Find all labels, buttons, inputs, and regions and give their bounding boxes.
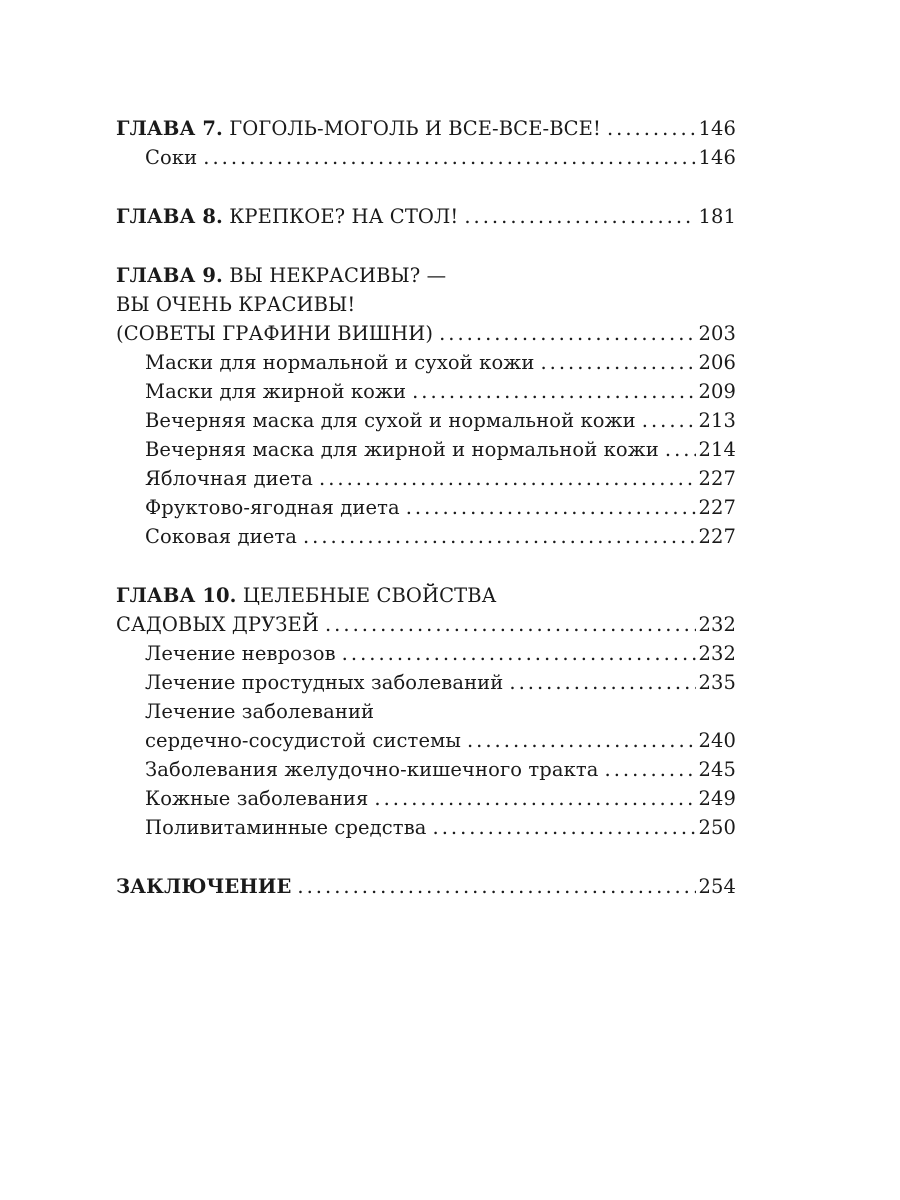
chapter-7-page: 146 <box>698 117 736 140</box>
toc-chapter-9-line-3 <box>116 319 736 348</box>
chapter-9-page: 203 <box>698 322 736 345</box>
dot-leader <box>607 114 697 143</box>
chapter-10-prefix: ГЛАВА 10. <box>116 584 237 607</box>
chapter-9-title-line-2: ВЫ ОЧЕНЬ КРАСИВЫ! <box>116 293 356 316</box>
dot-leader <box>467 726 697 755</box>
item-title: Лечение неврозов <box>145 642 336 665</box>
toc-item <box>116 639 736 668</box>
chapter-7-prefix: ГЛАВА 7. <box>116 117 223 140</box>
toc-item <box>116 348 736 377</box>
toc-item <box>116 377 736 406</box>
dot-leader <box>540 348 696 377</box>
toc-item-continued <box>116 697 736 726</box>
dot-leader <box>325 610 696 639</box>
item-page: 206 <box>698 351 736 374</box>
item-title: Кожные заболевания <box>145 787 369 810</box>
item-page: 240 <box>698 729 736 752</box>
item-title: Вечерняя маска для жирной и нормальной кожи <box>145 438 659 461</box>
conclusion-title: ЗАКЛЮЧЕНИЕ <box>116 875 292 898</box>
dot-leader <box>406 493 697 522</box>
chapter-9-title-line-1: ВЫ НЕКРАСИВЫ? — <box>222 264 447 287</box>
item-page: 146 <box>698 146 736 169</box>
toc-chapter-8 <box>116 202 736 231</box>
item-page: 214 <box>698 438 736 461</box>
item-title: сердечно-сосудистой системы <box>145 729 461 752</box>
chapter-10-page: 232 <box>698 613 736 636</box>
toc-conclusion <box>116 872 736 901</box>
dot-leader <box>665 435 697 464</box>
item-title: Лечение заболеваний <box>145 700 375 723</box>
toc-chapter-9-line-1 <box>116 261 736 290</box>
chapter-9-prefix: ГЛАВА 9. <box>116 264 223 287</box>
dot-leader <box>642 406 697 435</box>
toc-item <box>116 493 736 522</box>
dot-leader <box>203 143 696 172</box>
dot-leader <box>509 668 696 697</box>
chapter-9-title-line-3: (СОВЕТЫ ГРАФИНИ ВИШНИ) <box>116 322 434 345</box>
chapter-8-page: 181 <box>698 205 736 228</box>
conclusion-page: 254 <box>698 875 736 898</box>
dot-leader <box>297 872 696 901</box>
item-page: 232 <box>698 642 736 665</box>
dot-leader <box>342 639 697 668</box>
item-title: Вечерняя маска для сухой и нормальной кожи <box>145 409 636 432</box>
item-page: 227 <box>698 525 736 548</box>
item-title: Маски для нормальной и сухой кожи <box>145 351 535 374</box>
dot-leader <box>439 319 696 348</box>
item-title: Фруктово-ягодная диета <box>145 496 400 519</box>
dot-leader <box>464 202 696 231</box>
toc-item <box>116 784 736 813</box>
toc-chapter-10-line-2 <box>116 610 736 639</box>
toc-chapter-9-line-2 <box>116 290 736 319</box>
chapter-8-title: КРЕПКОЕ? НА СТОЛ! <box>222 205 459 228</box>
item-page: 209 <box>698 380 736 403</box>
chapter-8-prefix: ГЛАВА 8. <box>116 205 223 228</box>
dot-leader <box>303 522 697 551</box>
item-title: Соковая диета <box>145 525 297 548</box>
dot-leader <box>374 784 696 813</box>
item-title: Маски для жирной кожи <box>145 380 407 403</box>
item-page: 213 <box>698 409 736 432</box>
dot-leader <box>605 755 697 784</box>
item-title: Поливитаминные средства <box>145 816 427 839</box>
toc-item <box>116 813 736 842</box>
item-page: 227 <box>698 467 736 490</box>
item-title: Соки <box>145 146 198 169</box>
toc-item <box>116 464 736 493</box>
item-title: Заболевания желудочно-кишечного тракта <box>145 758 599 781</box>
toc-chapter-10-line-1 <box>116 581 736 610</box>
dot-leader <box>412 377 696 406</box>
table-of-contents <box>116 114 736 901</box>
toc-item-soki <box>116 143 736 172</box>
item-page: 249 <box>698 787 736 810</box>
item-title: Яблочная диета <box>145 467 313 490</box>
dot-leader <box>433 813 697 842</box>
toc-item <box>116 522 736 551</box>
toc-item <box>116 668 736 697</box>
chapter-7-title: ГОГОЛЬ-МОГОЛЬ И ВСЕ-ВСЕ-ВСЕ! <box>222 117 601 140</box>
dot-leader <box>319 464 696 493</box>
item-title: Лечение простудных заболеваний <box>145 671 504 694</box>
toc-item <box>116 406 736 435</box>
item-page: 227 <box>698 496 736 519</box>
toc-item <box>116 435 736 464</box>
chapter-10-title-line-1: ЦЕЛЕБНЫЕ СВОЙСТВА <box>236 584 497 607</box>
toc-item <box>116 755 736 784</box>
item-page: 235 <box>698 671 736 694</box>
toc-item <box>116 726 736 755</box>
chapter-10-title-line-2: САДОВЫХ ДРУЗЕЙ <box>116 613 319 636</box>
toc-chapter-7 <box>116 114 736 143</box>
item-page: 245 <box>698 758 736 781</box>
item-page: 250 <box>698 816 736 839</box>
